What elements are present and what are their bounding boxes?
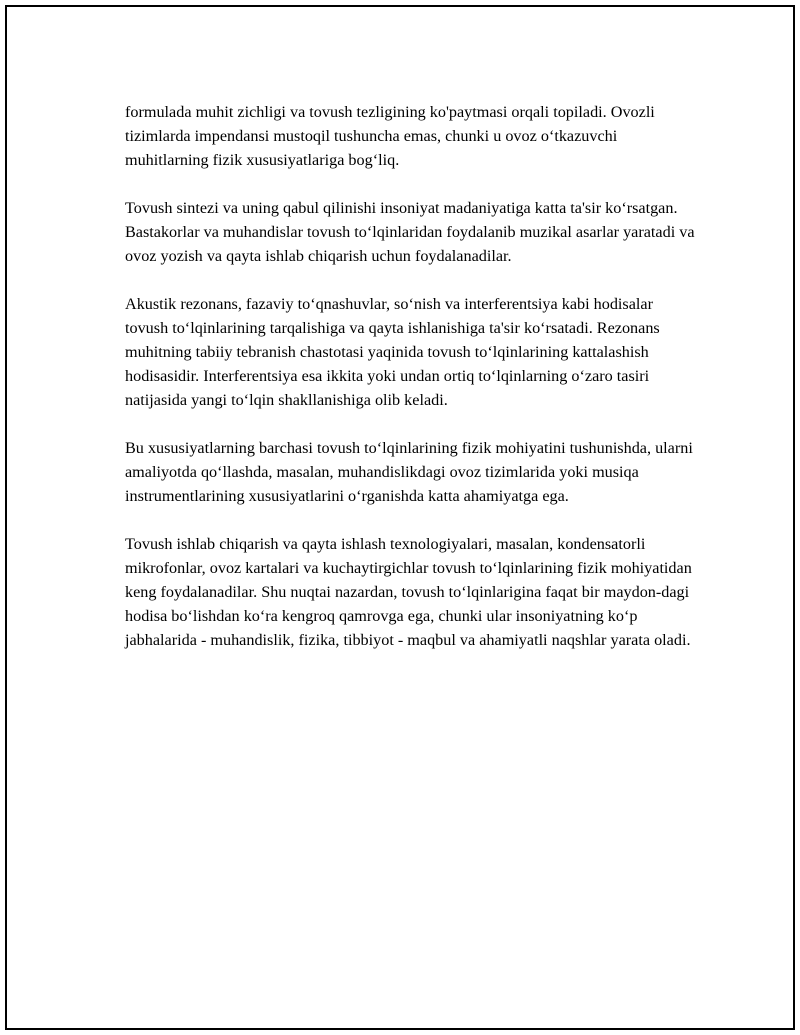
paragraph-3: Akustik rezonans, fazaviy to‘qnashuvlar, so‘nish va interferentsiya kabi hodisalar tovush to‘lqinlarining tarqalishiga va qayta ishlanishiga ta'sir ko‘rsatadi. Rezonans muhitning tabiiy tebranish chastotasi yaqinida tovush to‘lqinlarining kattalashish hodisasidir. Interferentsiya esa ikkita yoki undan ortiq to‘lqinlarning o‘zaro tasiri natijasida yangi to‘lqin shakllanishiga olib keladi. — [125, 295, 660, 409]
paragraph-4: Bu xususiyatlarning barchasi tovush to‘lqinlarining fizik mohiyatini tushunishda, ularni amaliyotda qo‘llashda, masalan, muhandislikdagi ovoz tizimlarida yoki musiqa instrumentlarining xususiyatlarini o‘rganishda katta ahamiyatga ega. — [125, 439, 693, 505]
paragraph-1: formulada muhit zichligi va tovush tezligining ko'paytmasi orqali topiladi. Ovozli tizimlarda impendansi mustoqil tushuncha emas, chunki u ovoz o‘tkazuvchi muhitlarning fizik xususiyatlariga bog‘liq. — [125, 103, 655, 169]
paragraph-2: Tovush sintezi va uning qabul qilinishi insoniyat madaniyatiga katta ta'sir ko‘rsatgan. Bastakorlar va muhandislar tovush to‘lqinlaridan foydalanib muzikal asarlar yaratadi va ovoz yozish va qayta ishlab chiqarish uchun foydalanadilar. — [125, 199, 695, 265]
document-body — [125, 100, 695, 676]
page-frame — [5, 5, 795, 1030]
paragraph-5: Tovush ishlab chiqarish va qayta ishlash texnologiyalari, masalan, kondensatorli mikrofonlar, ovoz kartalari va kuchaytirgichlar tovush to‘lqinlarining fizik mohiyatidan keng foydalanadilar. Shu nuqtai nazardan, tovush to‘lqinlarigina faqat bir maydon-dagi hodisa bo‘lishdan ko‘ra kengroq qamrovga ega, chunki ular insoniyatning ko‘p jabhalarida - muhandislik, fizika, tibbiyot - maqbul va ahamiyatli naqshlar yarata oladi. — [125, 535, 692, 649]
